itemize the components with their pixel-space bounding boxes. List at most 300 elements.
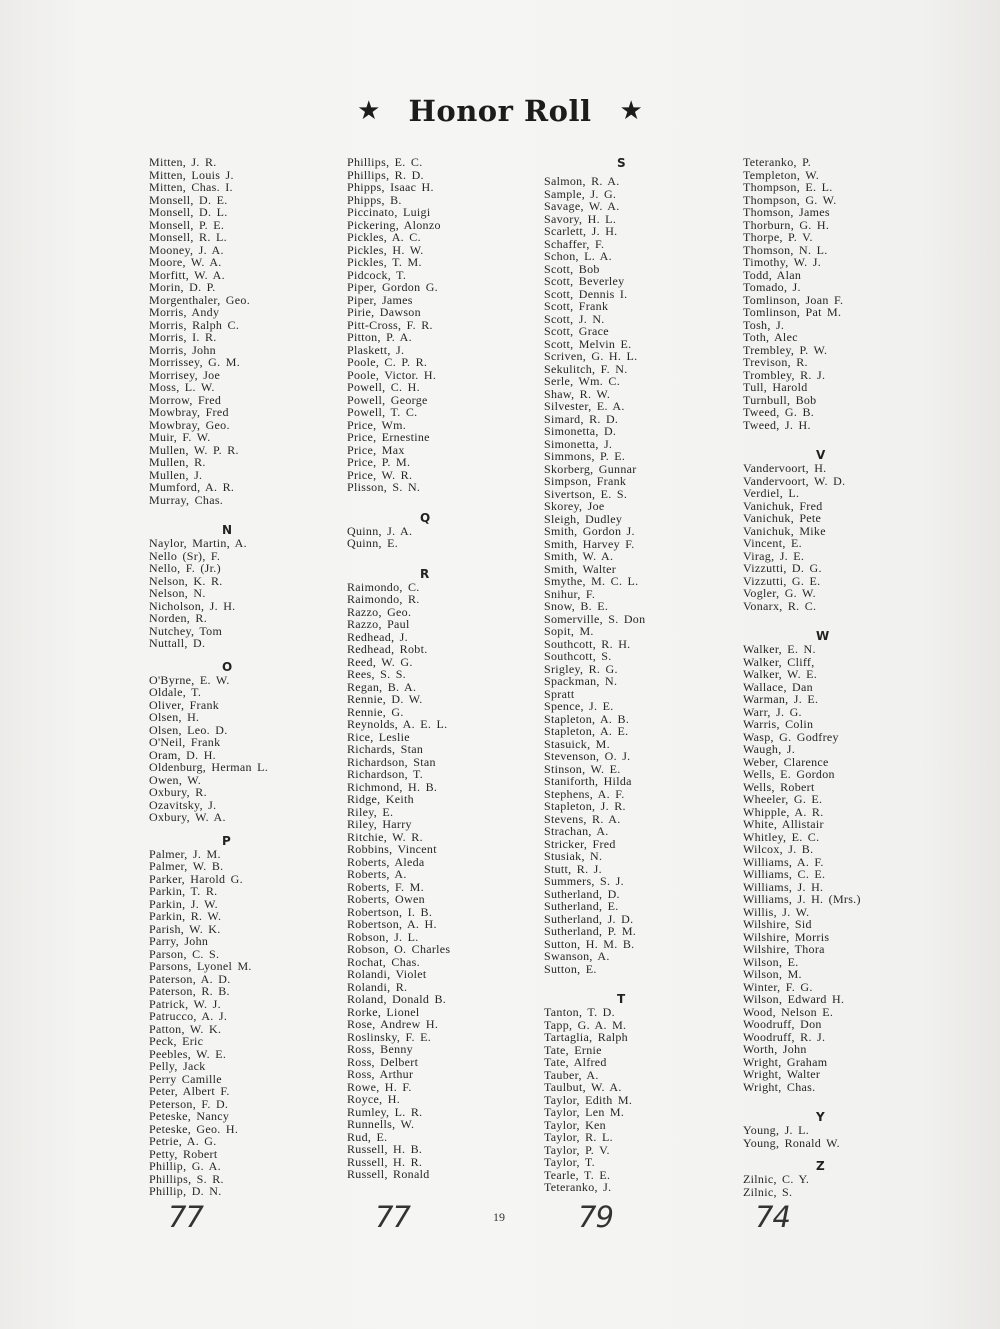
- honor-roll-name: Thomson, James: [743, 205, 830, 219]
- honor-roll-name: Spence, J. E.: [544, 699, 614, 713]
- honor-roll-name: Morris, John: [149, 342, 216, 357]
- honor-roll-name: Sleigh, Dudley: [544, 511, 623, 526]
- honor-roll-name: Razzo, Geo.: [347, 604, 412, 619]
- honor-roll-name: Petty, Robert: [149, 1146, 218, 1161]
- honor-roll-name: Oxbury, R.: [149, 785, 207, 799]
- honor-roll-name: Vanichuk, Mike: [743, 523, 826, 538]
- honor-roll-name: O'Neil, Frank: [149, 735, 221, 749]
- honor-roll-name: Quinn, E.: [347, 536, 399, 550]
- honor-roll-name: Parkin, J. W.: [149, 896, 218, 911]
- honor-roll-name: Tosh, J.: [743, 317, 785, 332]
- honor-roll-name: Vanichuk, Fred: [743, 498, 823, 513]
- honor-roll-name: Price, W. R.: [347, 467, 413, 482]
- honor-roll-name: Scott, J. N.: [544, 311, 605, 326]
- honor-roll-name: Poole, Victor. H.: [347, 367, 437, 382]
- honor-roll-name: Taylor, T.: [544, 1155, 595, 1169]
- honor-roll-name: Redhead, J.: [347, 629, 408, 644]
- honor-roll-name: Peck, Eric: [149, 1034, 204, 1048]
- honor-roll-name: Trevison, R.: [743, 355, 808, 369]
- honor-roll-name: Vonarx, R. C.: [743, 598, 817, 613]
- honor-roll-name: Rennie, G.: [347, 704, 404, 719]
- honor-roll-name: Sutton, E.: [544, 961, 597, 976]
- honor-roll-name: Taylor, P. V.: [544, 1142, 610, 1157]
- honor-roll-name: Powell, George: [347, 392, 428, 407]
- honor-roll-name: Scarlett, J. H.: [544, 224, 618, 238]
- honor-roll-name: Reed, W. G.: [347, 654, 413, 669]
- honor-roll-name: Vizzutti, D. G.: [743, 561, 822, 575]
- honor-roll-name: Ross, Benny: [347, 1042, 413, 1056]
- honor-roll-name: Swanson, A.: [544, 949, 610, 963]
- honor-roll-name: Walker, E. N.: [743, 642, 816, 656]
- honor-roll-name: Scott, Grace: [544, 324, 609, 338]
- honor-roll-name: Russell, Ronald: [347, 1167, 430, 1181]
- honor-roll-name: Walker, W. E.: [743, 667, 818, 681]
- honor-roll-name: Todd, Alan: [743, 267, 802, 282]
- honor-roll-name: Walker, Cliff,: [743, 654, 815, 669]
- section-letter: W: [816, 629, 830, 643]
- honor-roll-name: Simmons, P. E.: [544, 449, 626, 463]
- honor-roll-name: Williams, J. H. (Mrs.): [743, 892, 861, 906]
- honor-roll-name: White, Allistair: [743, 817, 824, 831]
- honor-roll-name: Piper, James: [347, 292, 413, 307]
- honor-roll-name: Taylor, R. L.: [544, 1130, 613, 1144]
- honor-roll-name: Schon, L. A.: [544, 249, 612, 263]
- honor-roll-name: Williams, A. F.: [743, 854, 824, 869]
- honor-roll-name: Simard, R. D.: [544, 411, 619, 426]
- honor-roll-name: Nello (Sr), F.: [149, 548, 221, 563]
- handwritten-count: 77: [375, 1200, 410, 1234]
- honor-roll-name: Wood, Nelson E.: [743, 1004, 834, 1019]
- honor-roll-name: Stutt, R. J.: [544, 861, 602, 876]
- honor-roll-name: Parker, Harold G.: [149, 871, 243, 886]
- honor-roll-name: Rees, S. S.: [347, 667, 406, 681]
- honor-roll-name: Taylor, Len M.: [544, 1105, 625, 1119]
- honor-roll-name: Vandervoort, W. D.: [743, 473, 846, 488]
- honor-roll-name: Serle, Wm. C.: [544, 374, 621, 388]
- honor-roll-name: Morfitt, W. A.: [149, 267, 225, 282]
- honor-roll-name: Morrisey, Joe: [149, 367, 221, 382]
- honor-roll-name: Wilcox, J. B.: [743, 842, 814, 856]
- honor-roll-name: Phillip, G. A.: [149, 1159, 221, 1173]
- honor-roll-name: Salmon, R. A.: [544, 174, 620, 188]
- honor-roll-name: Royce, H.: [347, 1092, 401, 1106]
- honor-roll-name: Waugh, J.: [743, 742, 796, 756]
- honor-roll-name: Tate, Ernie: [544, 1042, 602, 1057]
- honor-roll-name: Palmer, J. M.: [149, 846, 221, 861]
- honor-roll-name: Richardson, Stan: [347, 754, 436, 769]
- section-letter: Y: [816, 1110, 825, 1124]
- honor-roll-name: Sample, J. G.: [544, 186, 617, 201]
- honor-roll-name: Price, Ernestine: [347, 430, 430, 444]
- honor-roll-name: Morrow, Fred: [149, 392, 222, 407]
- honor-roll-name: Pickering, Alonzo: [347, 217, 441, 232]
- honor-roll-name: Morris, Ralph C.: [149, 317, 240, 332]
- honor-roll-name: Morrissey, G. M.: [149, 355, 241, 369]
- honor-roll-name: Robson, J. L.: [347, 929, 419, 944]
- page-title: Honor Roll: [408, 94, 592, 128]
- honor-roll-name: Ritchie, W. R.: [347, 829, 423, 844]
- honor-roll-name: Mullen, J.: [149, 467, 203, 482]
- honor-roll-name: Patrick, W. J.: [149, 996, 221, 1011]
- honor-roll-name: Savage, W. A.: [544, 199, 620, 213]
- honor-roll-name: Russell, H. B.: [347, 1142, 423, 1156]
- honor-roll-name: Monsell, P. E.: [149, 217, 225, 232]
- honor-roll-name: Shaw, R. W.: [544, 386, 611, 401]
- honor-roll-name: Redhead, Robt.: [347, 642, 428, 656]
- page-number: 19: [493, 1210, 505, 1224]
- honor-roll-name: Stinson, W. E.: [544, 761, 621, 776]
- honor-roll-name: Peteske, Nancy: [149, 1109, 230, 1123]
- honor-roll-name: Vogler, G. W.: [743, 586, 816, 600]
- honor-roll-name: Tanton, T. D.: [544, 1005, 615, 1019]
- honor-roll-name: Sutherland, J. D.: [544, 911, 634, 926]
- section-spacer: [743, 431, 958, 448]
- honor-roll-name: Woodruff, R. J.: [743, 1029, 826, 1044]
- honor-roll-name: Vanichuk, Pete: [743, 511, 822, 525]
- honor-roll-name: Patrucco, A. J.: [149, 1009, 228, 1023]
- honor-roll-name: Mullen, W. P. R.: [149, 442, 239, 457]
- honor-roll-name: Trembley, P. W.: [743, 342, 828, 357]
- honor-roll-name: Tomado, J.: [743, 280, 801, 294]
- honor-roll-name: Spratt: [544, 686, 575, 701]
- honor-roll-name: Peteske, Geo. H.: [149, 1121, 239, 1136]
- honor-roll-name: Plaskett, J.: [347, 342, 405, 357]
- honor-roll-name: Oxbury, W. A.: [149, 810, 226, 824]
- honor-roll-name: Phillip, D. N.: [149, 1184, 222, 1198]
- honor-roll-name: Parish, W. K.: [149, 921, 221, 936]
- honor-roll-name: Moss, L. W.: [149, 380, 215, 394]
- honor-roll-name: Warman, J. E.: [743, 692, 819, 706]
- honor-roll-name: Wright, Chas.: [743, 1079, 816, 1094]
- honor-roll-name: Robertson, I. B.: [347, 904, 433, 919]
- honor-roll-name: Srigley, R. G.: [544, 661, 618, 676]
- honor-roll-name: Simonetta, J.: [544, 436, 613, 451]
- honor-roll-name: Stevenson, O. J.: [544, 749, 631, 763]
- honor-roll-name: Moore, W. A.: [149, 255, 222, 269]
- honor-roll-name: Williams, C. E.: [743, 867, 826, 881]
- honor-roll-name: Pickles, A. C.: [347, 230, 421, 244]
- honor-roll-name: Vandervoort, H.: [743, 461, 827, 475]
- name-column-1: [149, 156, 364, 1198]
- honor-roll-name: Scott, Dennis I.: [544, 286, 628, 301]
- honor-roll-name: Simpson, Frank: [544, 474, 627, 488]
- honor-roll-name: Rice, Leslie: [347, 729, 410, 744]
- section-spacer: [544, 975, 759, 992]
- honor-roll-name: Parsons, Lyonel M.: [149, 959, 252, 973]
- section-spacer: [149, 824, 364, 834]
- honor-roll-name: Toth, Alec: [743, 330, 798, 344]
- honor-roll-name: Phillips, S. R.: [149, 1171, 224, 1186]
- honor-roll-name: Morin, D. P.: [149, 280, 216, 294]
- honor-roll-name: Mowbray, Geo.: [149, 417, 230, 432]
- handwritten-count: 77: [168, 1200, 203, 1234]
- honor-roll-name: Roland, Donald B.: [347, 992, 447, 1006]
- honor-roll-name: Strachan, A.: [544, 824, 609, 838]
- honor-roll-name: Monsell, D. E.: [149, 192, 228, 207]
- honor-roll-name: Smith, Walter: [544, 561, 617, 576]
- honor-roll-name: Roberts, Aleda: [347, 854, 425, 869]
- honor-roll-name: Pelly, Jack: [149, 1059, 206, 1073]
- honor-roll-name: Smith, Harvey F.: [544, 536, 635, 551]
- honor-roll-name: Paterson, A. D.: [149, 971, 231, 986]
- honor-roll-name: Thomson, N. L.: [743, 242, 828, 257]
- section-spacer: [743, 1149, 958, 1159]
- honor-roll-name: Weber, Clarence: [743, 754, 829, 769]
- honor-roll-name: Olsen, Leo. D.: [149, 722, 228, 737]
- honor-roll-name: O'Byrne, E. W.: [149, 672, 230, 687]
- honor-roll-name: Snow, B. E.: [544, 599, 609, 613]
- honor-roll-name: Roslinsky, F. E.: [347, 1029, 432, 1044]
- honor-roll-name: Rose, Andrew H.: [347, 1017, 439, 1031]
- honor-roll-name: Templeton, W.: [743, 167, 820, 182]
- honor-roll-name: Tomlinson, Pat M.: [743, 305, 842, 319]
- honor-roll-name: Parkin, R. W.: [149, 909, 222, 923]
- honor-roll-name: Peebles, W. E.: [149, 1046, 227, 1061]
- honor-roll-name: Razzo, Paul: [347, 617, 410, 631]
- honor-roll-name: Palmer, W. B.: [149, 859, 224, 873]
- honor-roll-name: Powell, T. C.: [347, 405, 418, 419]
- honor-roll-name: Sekulitch, F. N.: [544, 361, 628, 376]
- honor-roll-name: Ross, Arthur: [347, 1067, 414, 1081]
- honor-roll-name: Wallace, Dan: [743, 679, 813, 694]
- honor-roll-name: Thorpe, P. V.: [743, 230, 813, 244]
- honor-roll-name: Wilshire, Sid: [743, 917, 812, 931]
- honor-roll-name: Phipps, B.: [347, 192, 402, 207]
- name-column-3: [544, 156, 759, 1194]
- honor-roll-name: Naylor, Martin, A.: [149, 536, 247, 550]
- honor-roll-name: Rorke, Lionel: [347, 1004, 420, 1019]
- honor-roll-name: Parkin, T. R.: [149, 884, 218, 898]
- honor-roll-name: Southcott, S.: [544, 649, 612, 663]
- honor-roll-name: Mooney, J. A.: [149, 242, 224, 257]
- honor-roll-name: Price, Max: [347, 442, 405, 457]
- honor-roll-name: Savory, H. L.: [544, 211, 617, 226]
- honor-roll-name: Taulbut, W. A.: [544, 1080, 622, 1094]
- honor-roll-name: Phipps, Isaac H.: [347, 180, 434, 194]
- honor-roll-name: Warr, J. G.: [743, 704, 802, 719]
- honor-roll-name: Sutherland, D.: [544, 886, 620, 901]
- honor-roll-name: Zilnic, S.: [743, 1184, 793, 1199]
- honor-roll-name: Summers, S. J.: [544, 874, 624, 888]
- honor-roll-name: Powell, C. H.: [347, 380, 420, 394]
- honor-roll-name: Simonetta, D.: [544, 424, 617, 438]
- honor-roll-name: Stusiak, N.: [544, 849, 603, 863]
- honor-roll-name: Mitten, J. R.: [149, 155, 217, 169]
- honor-roll-name: Peterson, F. D.: [149, 1096, 229, 1111]
- honor-roll-name: Skorberg, Gunnar: [544, 461, 637, 476]
- honor-roll-name: Mitten, Louis J.: [149, 167, 234, 182]
- honor-roll-name: Taylor, Edith M.: [544, 1092, 633, 1107]
- honor-roll-name: Trombley, R. J.: [743, 367, 826, 382]
- honor-roll-name: Scott, Bob: [544, 261, 600, 276]
- honor-roll-name: Rud, E.: [347, 1129, 388, 1144]
- honor-roll-name: Robertson, A. H.: [347, 917, 437, 931]
- honor-roll-name: Norden, R.: [149, 611, 207, 625]
- honor-roll-name: Phillips, E. C.: [347, 155, 423, 169]
- honor-roll-name: Mowbray, Fred: [149, 405, 229, 419]
- section-spacer: [347, 550, 562, 567]
- honor-roll-name: Price, P. M.: [347, 455, 411, 469]
- section-letter: R: [420, 566, 430, 581]
- honor-roll-name: Perry Camille: [149, 1071, 222, 1086]
- section-letter: O: [222, 659, 233, 674]
- honor-roll-name: Tomlinson, Joan F.: [743, 292, 844, 307]
- honor-roll-name: Thorburn, G. H.: [743, 217, 830, 232]
- honor-roll-name: Robbins, Vincent: [347, 842, 437, 856]
- honor-roll-name: Rolandi, R.: [347, 979, 408, 994]
- honor-roll-name: Nicholson, J. H.: [149, 598, 236, 613]
- honor-roll-name: Tweed, J. H.: [743, 417, 811, 432]
- honor-roll-name: Tate, Alfred: [544, 1055, 607, 1069]
- honor-roll-name: Vizzutti, G. E.: [743, 573, 821, 588]
- section-spacer: [743, 1093, 958, 1110]
- honor-roll-name: Monsell, R. L.: [149, 230, 227, 244]
- honor-roll-name: Wilson, M.: [743, 967, 802, 981]
- honor-roll-name: Morris, Andy: [149, 305, 220, 319]
- honor-roll-name: Turnbull, Bob: [743, 392, 817, 407]
- honor-roll-name: Thompson, G. W.: [743, 192, 837, 207]
- honor-roll-name: Olsen, H.: [149, 710, 200, 724]
- honor-roll-name: Southcott, R. H.: [544, 636, 631, 651]
- honor-roll-name: Russell, H. R.: [347, 1154, 423, 1169]
- honor-roll-name: Tearle, T. E.: [544, 1167, 611, 1182]
- section-letter: V: [816, 448, 826, 462]
- honor-roll-name: Riley, E.: [347, 804, 394, 819]
- honor-roll-name: Verdiel, L.: [743, 486, 800, 500]
- honor-roll-name: Somerville, S. Don: [544, 611, 646, 626]
- honor-roll-name: Stasuick, M.: [544, 736, 610, 751]
- honor-roll-name: Wheeler, G. E.: [743, 792, 823, 806]
- section-spacer: [347, 494, 562, 511]
- honor-roll-name: Owen, W.: [149, 772, 202, 787]
- honor-roll-name: Richardson, T.: [347, 767, 424, 781]
- honor-roll-name: Richards, Stan: [347, 742, 424, 756]
- honor-roll-name: Pickles, H. W.: [347, 242, 424, 257]
- section-letter: N: [222, 523, 233, 537]
- honor-roll-name: Nello, F. (Jr.): [149, 561, 221, 575]
- honor-roll-name: Mitten, Chas. I.: [149, 180, 233, 194]
- honor-roll-name: Sutton, H. M. B.: [544, 936, 635, 951]
- honor-roll-name: Tweed, G. B.: [743, 405, 815, 419]
- handwritten-count: 74: [755, 1200, 790, 1234]
- honor-roll-name: Staniforth, Hilda: [544, 774, 632, 788]
- honor-roll-name: Peter, Albert F.: [149, 1084, 230, 1098]
- honor-roll-name: Roberts, A.: [347, 867, 407, 881]
- honor-roll-name: Robson, O. Charles: [347, 942, 451, 956]
- honor-roll-name: Oliver, Frank: [149, 697, 220, 712]
- honor-roll-name: Wright, Walter: [743, 1067, 821, 1081]
- honor-roll-name: Petrie, A. G.: [149, 1134, 217, 1148]
- section-letter: S: [617, 156, 626, 170]
- honor-roll-name: Mullen, R.: [149, 455, 206, 469]
- honor-roll-name: Paterson, R. B.: [149, 984, 230, 998]
- section-letter: T: [617, 992, 626, 1006]
- honor-roll-name: Tull, Harold: [743, 380, 808, 394]
- name-column-2: [347, 156, 562, 1181]
- honor-roll-name: Patton, W. K.: [149, 1021, 222, 1036]
- honor-roll-name: Tapp, G. A. M.: [544, 1017, 627, 1032]
- honor-roll-name: Smith, Gordon J.: [544, 524, 635, 538]
- honor-roll-name: Silvester, E. A.: [544, 399, 625, 413]
- honor-roll-name: Wilshire, Thora: [743, 942, 825, 956]
- honor-roll-name: Stricker, Fred: [544, 836, 616, 851]
- honor-roll-name: Worth, John: [743, 1042, 807, 1056]
- page-header: [0, 94, 1000, 128]
- honor-roll-name: Poole, C. P. R.: [347, 355, 428, 369]
- honor-roll-name: Sutherland, E.: [544, 899, 619, 913]
- honor-roll-name: Regan, B. A.: [347, 679, 417, 694]
- honor-roll-name: Pitt-Cross, F. R.: [347, 317, 433, 332]
- honor-roll-name: Morris, I. R.: [149, 330, 217, 344]
- honor-roll-name: Wilson, E.: [743, 954, 799, 969]
- honor-roll-name: Pickles, T. M.: [347, 255, 422, 269]
- honor-roll-name: Wilshire, Morris: [743, 929, 830, 944]
- honor-roll-name: Tauber, A.: [544, 1067, 599, 1082]
- honor-roll-name: Rowe, H. F.: [347, 1079, 412, 1094]
- honor-roll-name: Skorey, Joe: [544, 499, 605, 513]
- honor-roll-name: Nelson, K. R.: [149, 573, 223, 588]
- honor-roll-name: Pidcock, T.: [347, 267, 407, 282]
- honor-roll-name: Runnells, W.: [347, 1117, 415, 1131]
- honor-roll-name: Whipple, A. R.: [743, 804, 824, 819]
- honor-roll-name: Scott, Beverley: [544, 274, 625, 288]
- honor-roll-name: Young, J. L.: [743, 1123, 810, 1137]
- honor-roll-name: Mumford, A. R.: [149, 480, 235, 494]
- honor-roll-name: Plisson, S. N.: [347, 480, 421, 494]
- section-spacer: [149, 650, 364, 660]
- honor-roll-name: Teteranko, J.: [544, 1180, 612, 1194]
- honor-roll-name: Price, Wm.: [347, 417, 407, 432]
- honor-roll-name: Roberts, Owen: [347, 892, 425, 906]
- honor-roll-name: Rolandi, Violet: [347, 967, 427, 981]
- honor-roll-name: Stevens, R. A.: [544, 811, 621, 826]
- handwritten-count: 79: [578, 1200, 613, 1234]
- honor-roll-name: Raimondo, C.: [347, 579, 420, 594]
- section-letter: Z: [816, 1159, 825, 1173]
- honor-roll-name: Oldenburg, Herman L.: [149, 760, 269, 774]
- honor-roll-name: Vincent, E.: [743, 536, 802, 550]
- honor-roll-name: Oram, D. H.: [149, 747, 216, 762]
- honor-roll-name: Taylor, Ken: [544, 1117, 606, 1132]
- honor-roll-name: Tartaglia, Ralph: [544, 1030, 628, 1044]
- honor-roll-name: Sopit, M.: [544, 624, 594, 638]
- honor-roll-name: Piccinato, Luigi: [347, 205, 431, 219]
- honor-roll-name: Rochat, Chas.: [347, 954, 420, 969]
- honor-roll-name: Scott, Melvin E.: [544, 336, 632, 351]
- honor-roll-name: Zilnic, C. Y.: [743, 1172, 810, 1186]
- honor-roll-name: Richmond, H. B.: [347, 779, 438, 794]
- honor-roll-name: Wright, Graham: [743, 1054, 828, 1069]
- honor-roll-name: Riley, Harry: [347, 817, 412, 831]
- honor-roll-name: Teteranko, P.: [743, 155, 812, 169]
- honor-roll-name: Scriven, G. H. L.: [544, 349, 638, 363]
- honor-roll-name: Thompson, E. L.: [743, 180, 833, 194]
- honor-roll-name: Virag, J. E.: [743, 548, 805, 563]
- honor-roll-name: Whitley, E. C.: [743, 829, 820, 844]
- honor-roll-name: Scott, Frank: [544, 299, 609, 313]
- honor-roll-name: Smythe, M. C. L.: [544, 574, 639, 588]
- honor-roll-name: Williams, J. H.: [743, 879, 824, 894]
- honor-roll-name: Ross, Delbert: [347, 1054, 419, 1069]
- honor-roll-name: Wilson, Edward H.: [743, 992, 845, 1006]
- honor-roll-name: Spackman, N.: [544, 674, 618, 688]
- name-column-4: [743, 156, 958, 1198]
- honor-roll-name: Stapleton, A. B.: [544, 711, 630, 726]
- honor-roll-name: Sivertson, E. S.: [544, 486, 628, 501]
- honor-roll-name: Morgenthaler, Geo.: [149, 292, 251, 307]
- section-spacer: [743, 612, 958, 629]
- honor-roll-name: Ridge, Keith: [347, 792, 414, 806]
